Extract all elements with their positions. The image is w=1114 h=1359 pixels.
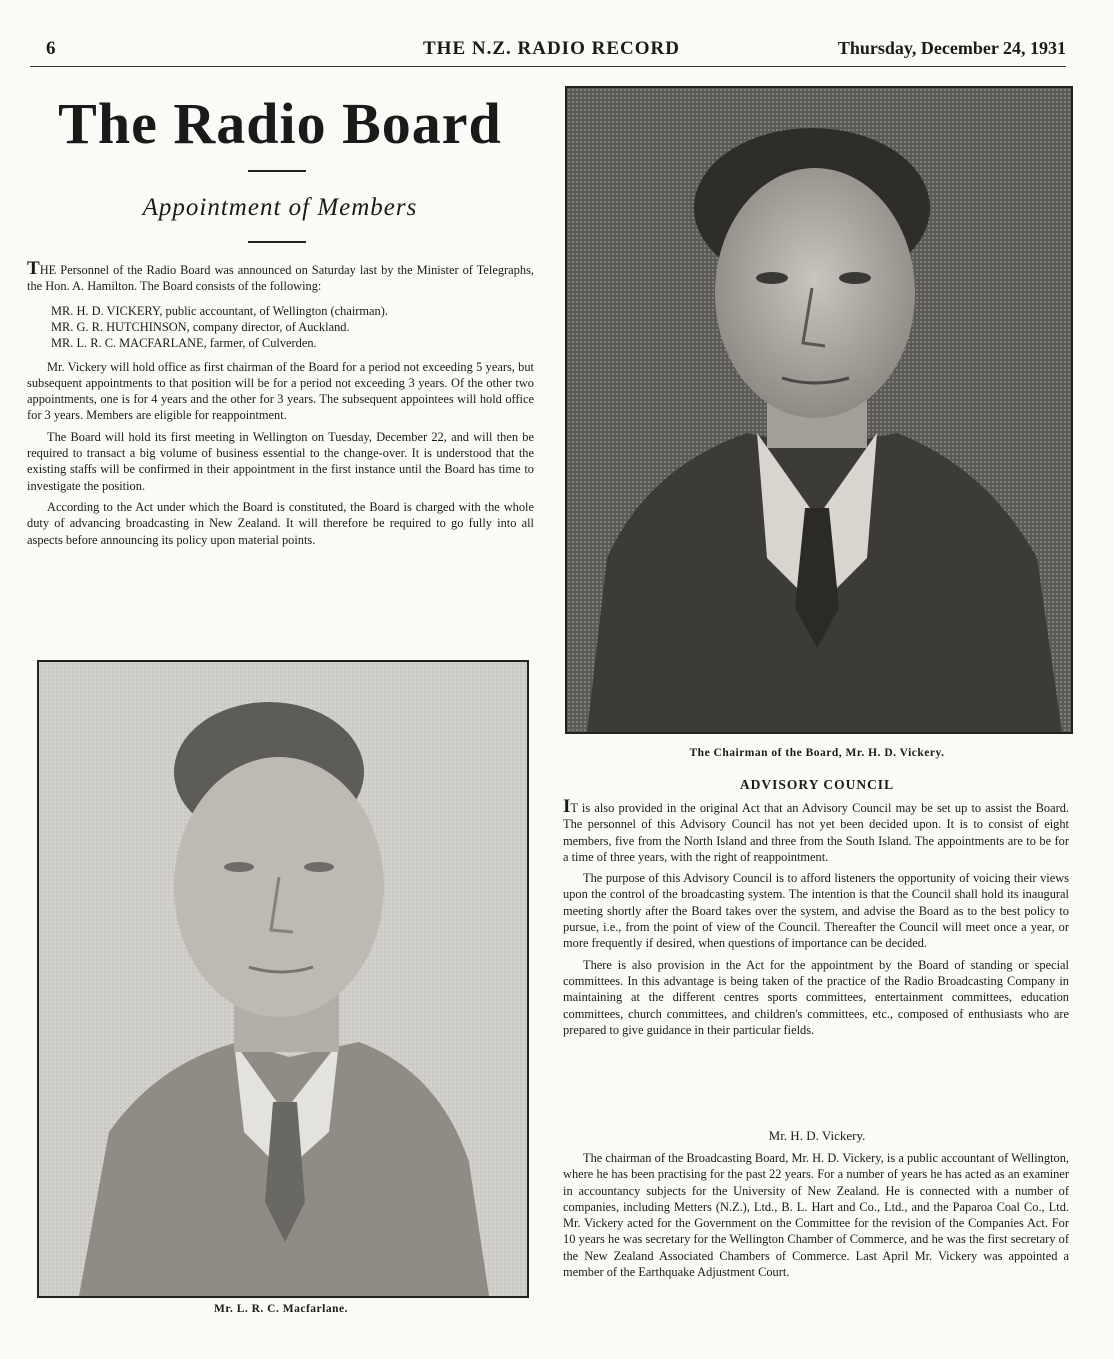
body-paragraph: The Board will hold its first meeting in Wellington on Tuesday, December 22, and will then be required to transact a big volume of business essential to the change-over. It is understood that the existing staffs will be confirmed in their appointment in the first instance until the Board has time to investigate the position. xyxy=(27,429,534,493)
intro-text: HE Personnel of the Radio Board was announced on Saturday last by the Minister of Telegraphs, the Hon. A. Hamilton. The Board consists of the following: xyxy=(27,263,534,294)
body-paragraph: According to the Act under which the Board is constituted, the Board is charged with the whole duty of advancing broadcasting in New Zealand. It will therefore be required to go fully into all aspects before announcing its policy upon material points. xyxy=(27,499,534,547)
article-subtitle: Appointment of Members xyxy=(142,194,418,221)
bio-body xyxy=(563,1150,1069,1285)
intro-dropcap: T xyxy=(27,258,40,279)
body-paragraph: Mr. Vickery will hold office as first chairman of the Board for a period not exceeding 5 years, but subsequent appointments to that position will be for a period not exceeding 3 years. Of the other two appointments, one is for 4 years and the other for 3 years. The subsequent appointees will hold office for 3 years. Members are eligible for reappointment. xyxy=(27,359,534,423)
vickery-caption: The Chairman of the Board, Mr. H. D. Vickery. xyxy=(689,747,945,759)
article-body xyxy=(27,258,534,553)
bio-heading: Mr. H. D. Vickery. xyxy=(768,1128,866,1143)
vickery-portrait-image xyxy=(567,88,1071,732)
macfarlane-portrait-image xyxy=(39,662,527,1296)
advisory-first-text: T is also provided in the original Act that an Advisory Council may be set up to assist the Board. The personnel of this Advisory Council has not yet been decided upon. It is to consist of eight members, five from the North Island and three from the South Island. The appointments are to be for a time of three years, with the right of reappointment. xyxy=(563,801,1069,864)
macfarlane-caption: Mr. L. R. C. Macfarlane. xyxy=(214,1303,348,1315)
bio-paragraph: The chairman of the Broadcasting Board, Mr. H. D. Vickery, is a public accountant of Wellington, where he has been practising for the past 22 years. For a number of years he has acted as an examiner in accountancy subjects for the University of New Zealand. He is connected with a number of companies, including Metters (N.Z.), Ltd., B. L. Hart and Co., Ltd., and the Paparoa Coal Co., Ltd. Mr. Vickery acted for the Government on the Committee for the revision of the Companies Act. For 10 years he was secretary for the Wellington Chamber of Commerce, and he was the first secretary of the New Zealand Associated Chambers of Commerce. Last April Mr. Vickery was appointed a member of the Earthquake Adjustment Court. xyxy=(563,1151,1069,1280)
member-item: MR. H. D. VICKERY, public accountant, of Wellington (chairman). xyxy=(51,303,388,318)
vickery-photo xyxy=(565,86,1073,734)
member-item: MR. G. R. HUTCHINSON, company director, of Auckland. xyxy=(51,319,350,334)
intro-paragraph xyxy=(27,258,534,295)
member-list xyxy=(27,303,534,351)
macfarlane-photo xyxy=(37,660,529,1298)
advisory-body xyxy=(563,796,1069,1043)
advisory-dropcap: I xyxy=(563,796,571,817)
subtitle-rule xyxy=(248,241,306,243)
page-header xyxy=(40,38,1070,64)
header-rule xyxy=(30,66,1066,67)
issue-date: Thursday, December 24, 1931 xyxy=(837,38,1066,58)
advisory-first-paragraph xyxy=(563,796,1069,865)
article-title: The Radio Board xyxy=(58,91,502,156)
title-rule xyxy=(248,170,306,172)
advisory-heading: ADVISORY COUNCIL xyxy=(739,777,895,792)
member-item: MR. L. R. C. MACFARLANE, farmer, of Culverden. xyxy=(51,335,317,350)
advisory-paragraph: The purpose of this Advisory Council is to afford listeners the opportunity of voicing their views upon the control of the broadcasting system. The intention is that the Council shall hold its inaugural meeting shortly after the Board takes over the system, and advise the Board as to the best policy to pursue, i.e., from the point of view of the Council. Thereafter the Council will meet once a year, or more frequently if desired, when questions of importance can be decided. xyxy=(563,871,1069,951)
advisory-paragraph: There is also provision in the Act for the appointment by the Board of standing or special committees. In this advantage is being taken of the practice of the Radio Broadcasting Company in maintaining at the different centres sports committees, entertainment committees, education committees, church committees, and children's committees, etc., composed of enthusiasts who are prepared to give guidance in their particular fields. xyxy=(563,957,1069,1037)
page-number: 6 xyxy=(46,38,56,59)
publication-name: THE N.Z. RADIO RECORD xyxy=(423,38,680,59)
